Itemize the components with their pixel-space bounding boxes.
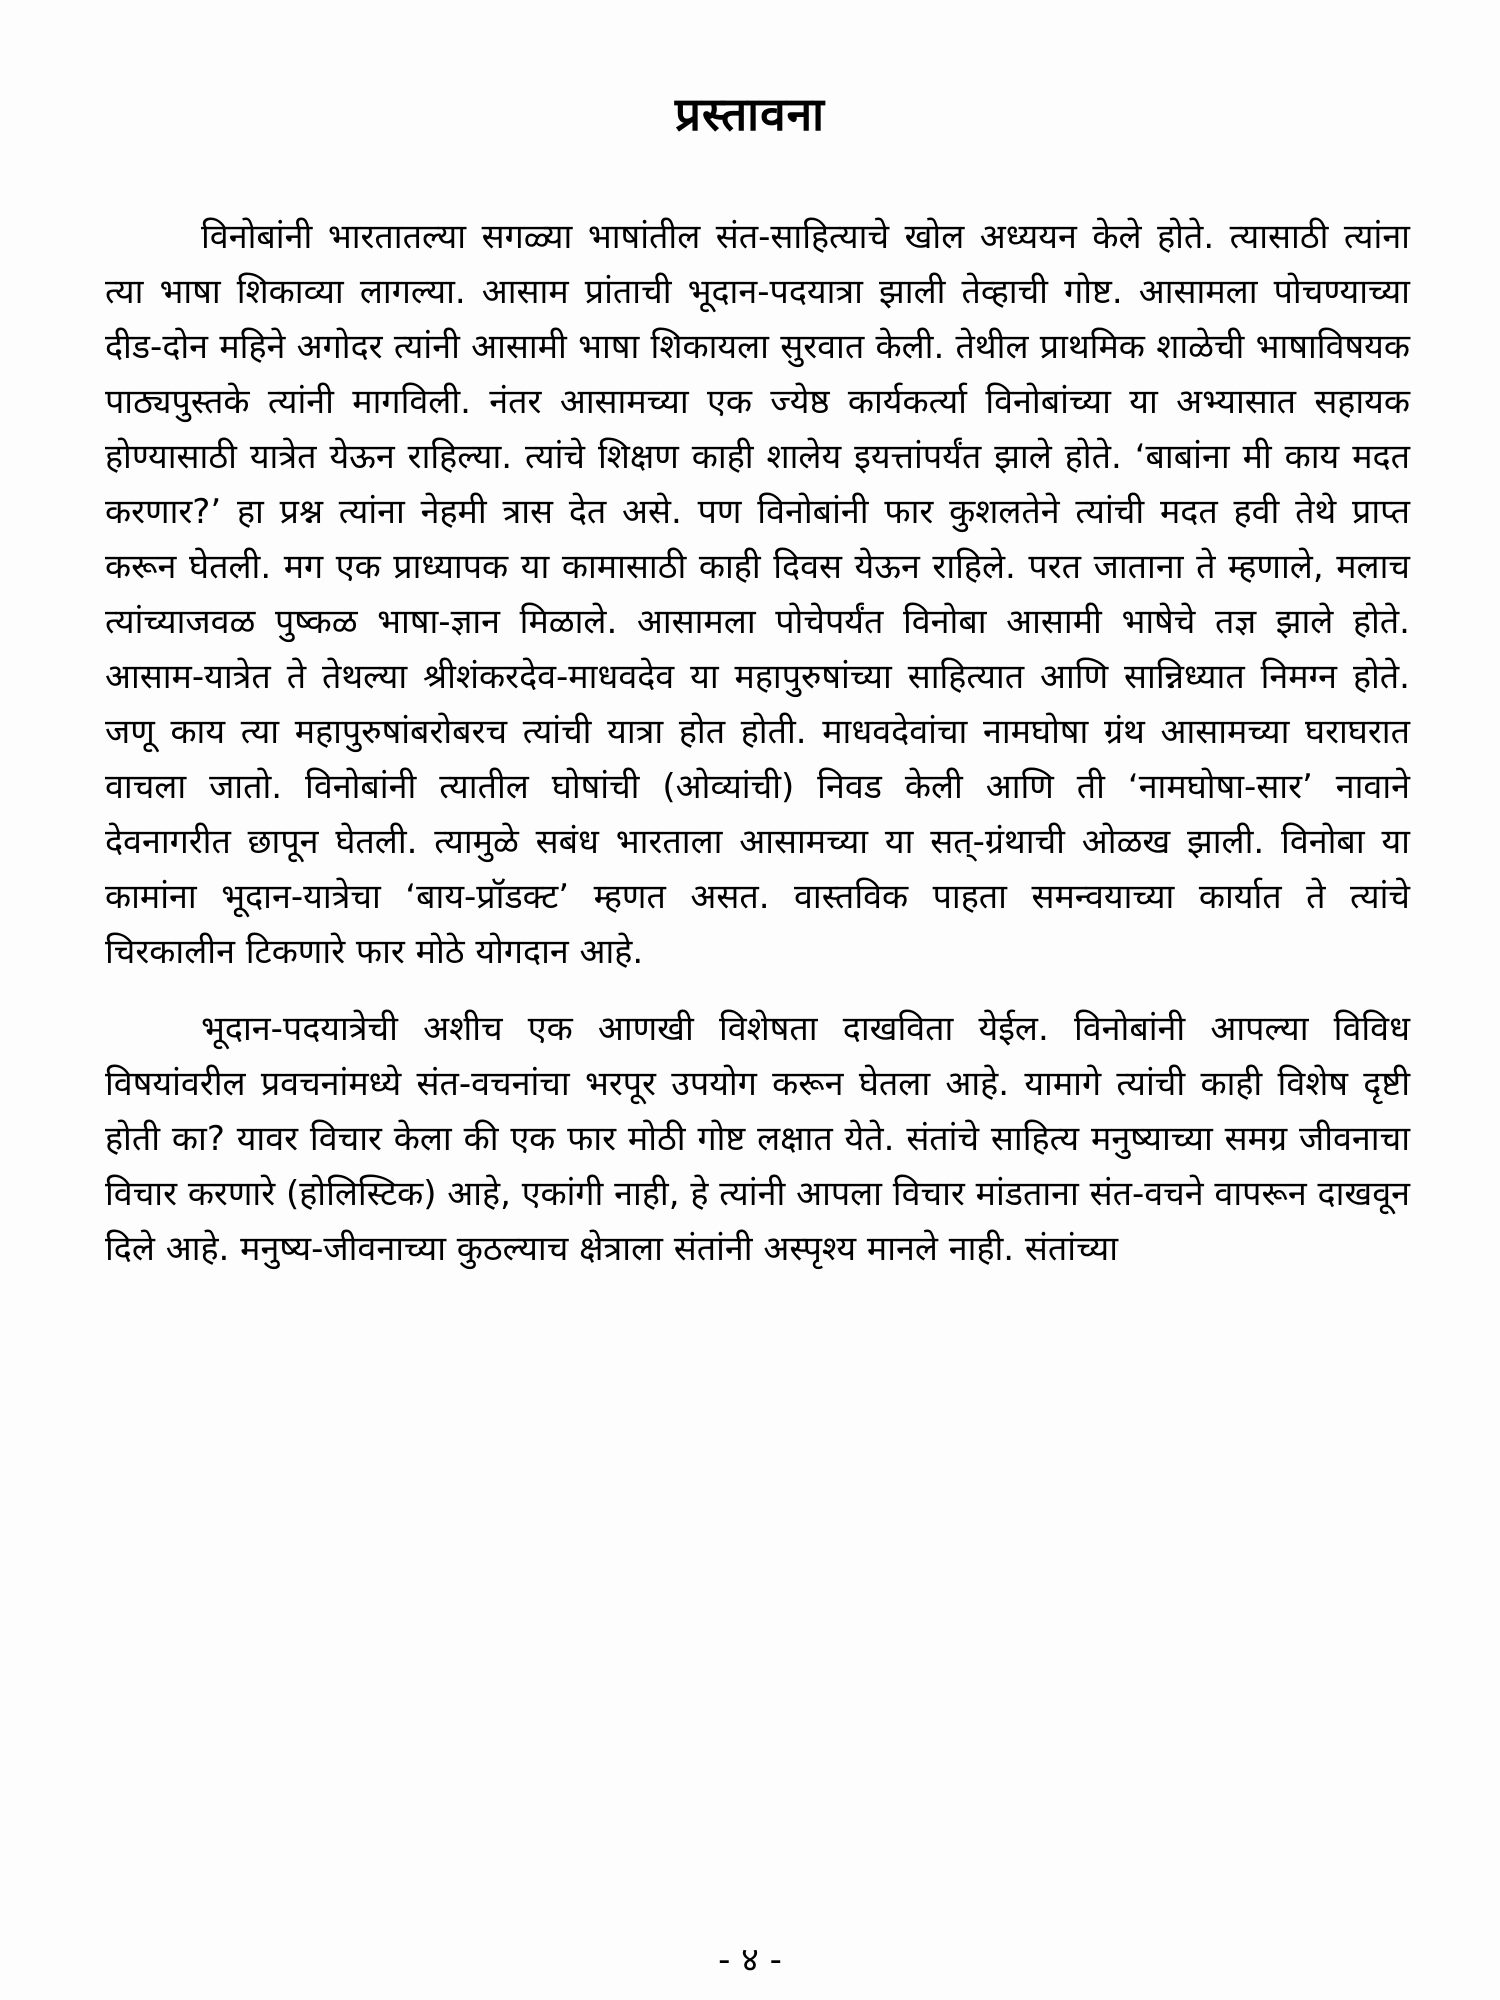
body-text — [105, 210, 1410, 1299]
page-title: प्रस्तावना — [674, 87, 826, 141]
paragraph-2: भूदान-पदयात्रेची अशीच एक आणखी विशेषता दाखविता येईल. विनोबांनी आपल्या विविध विषयांवरील प्रवचनांमध्ये संत-वचनांचा भरपूर उपयोग करून घेतला आहे. यामागे त्यांची काही विशेष दृष्टी होती का? यावर विचार केला की एक फार मोठी गोष्ट लक्षात येते. संतांचे साहित्य मनुष्याच्या समग्र जीवनाचा विचार करणारे (होलिस्टिक) आहे, एकांगी नाही, हे त्यांनी आपला विचार मांडताना संत-वचने वापरून दाखवून दिले आहे. मनुष्य-जीवनाच्या कुठल्याच क्षेत्राला संतांनी अस्पृश्य मानले नाही. संतांच्या — [105, 1009, 1410, 1269]
paragraph-1: विनोबांनी भारतातल्या सगळ्या भाषांतील संत-साहित्याचे खोल अध्ययन केले होते. त्यासाठी त्यांना त्या भाषा शिकाव्या लागल्या. आसाम प्रांताची भूदान-पदयात्रा झाली तेव्हाची गोष्ट. आसामला पोचण्याच्या दीड-दोन महिने अगोदर त्यांनी आसामी भाषा शिकायला सुरवात केली. तेथील प्राथमिक शाळेची भाषाविषयक पाठ्यपुस्तके त्यांनी मागविली. नंतर आसामच्या एक ज्येष्ठ कार्यकर्त्या विनोबांच्या या अभ्यासात सहायक होण्यासाठी यात्रेत येऊन राहिल्या. त्यांचे शिक्षण काही शालेय इयत्तांपर्यंत झाले होते. ‘बाबांना मी काय मदत करणार?’ हा प्रश्न त्यांना नेहमी त्रास देत असे. पण विनोबांनी फार कुशलतेने त्यांची मदत हवी तेथे प्राप्त करून घेतली. मग एक प्राध्यापक या कामासाठी काही दिवस येऊन राहिले. परत जाताना ते म्हणाले, मलाच त्यांच्याजवळ पुष्कळ भाषा-ज्ञान मिळाले. आसामला पोचेपर्यंत विनोबा आसामी भाषेचे तज्ञ झाले होते. आसाम-यात्रेत ते तेथल्या श्रीशंकरदेव-माधवदेव या महापुरुषांच्या साहित्यात आणि सान्निध्यात निमग्न होते. जणू काय त्या महापुरुषांबरोबरच त्यांची यात्रा होत होती. माधवदेवांचा नामघोषा ग्रंथ आसामच्या घराघरात वाचला जातो. विनोबांनी त्यातील घोषांची (ओव्यांची) निवड केली आणि ती ‘नामघोषा-सार’ नावाने देवनागरीत छापून घेतली. त्यामुळे सबंध भारताला आसामच्या या सत्-ग्रंथाची ओळख झाली. विनोबा या कामांना भूदान-यात्रेचा ‘बाय-प्रॉडक्ट’ म्हणत असत. वास्तविक पाहता समन्वयाच्या कार्यात ते त्यांचे चिरकालीन टिकणारे फार मोठे योगदान आहे. — [105, 217, 1410, 972]
page-number: - ४ - — [718, 1940, 782, 1980]
